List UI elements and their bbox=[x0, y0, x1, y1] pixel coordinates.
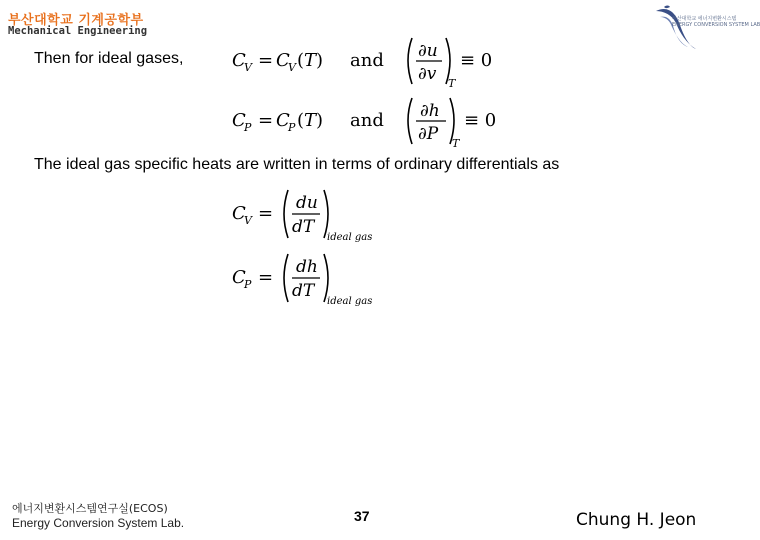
svg-text:dh: dh bbox=[296, 257, 318, 277]
svg-text:∂h: ∂h bbox=[420, 101, 440, 121]
svg-text:C: C bbox=[232, 203, 246, 224]
svg-text:∂P: ∂P bbox=[418, 124, 439, 144]
description-text: The ideal gas specific heats are written in terms of ordinary differentials as bbox=[34, 156, 560, 173]
svg-text:C: C bbox=[276, 50, 290, 71]
logo-text-line1: 부산대학교 에너지변환시스템 bbox=[672, 16, 737, 22]
author-name: Chung H. Jeon bbox=[576, 510, 697, 530]
svg-text:∂u: ∂u bbox=[418, 41, 438, 61]
svg-text:V: V bbox=[244, 214, 252, 227]
equation-cv-function bbox=[228, 34, 498, 90]
svg-text:=: = bbox=[258, 50, 274, 71]
svg-text:P: P bbox=[288, 121, 296, 134]
svg-text:T: T bbox=[304, 110, 317, 131]
svg-text:=: = bbox=[258, 203, 274, 224]
footer-lab-name-en: Energy Conversion System Lab. bbox=[12, 516, 185, 530]
svg-text:V: V bbox=[244, 61, 252, 74]
equation-cv-ideal-gas bbox=[228, 186, 388, 244]
svg-text:∂v: ∂v bbox=[418, 64, 437, 84]
intro-text: Then for ideal gases, bbox=[34, 50, 184, 67]
svg-text:dT: dT bbox=[292, 281, 315, 301]
svg-text:ideal gas: ideal gas bbox=[327, 232, 373, 243]
svg-text:and: and bbox=[350, 110, 384, 131]
svg-text:C: C bbox=[276, 110, 290, 131]
svg-text:dT: dT bbox=[292, 217, 315, 237]
department-name: Mechanical Engineering bbox=[8, 25, 148, 37]
equation-cp-ideal-gas bbox=[228, 250, 388, 308]
svg-text:=: = bbox=[258, 267, 274, 288]
svg-text:≡ 0: ≡ 0 bbox=[464, 110, 497, 131]
svg-text:C: C bbox=[232, 50, 246, 71]
svg-text:C: C bbox=[232, 110, 246, 131]
svg-text:≡ 0: ≡ 0 bbox=[460, 50, 493, 71]
svg-text:T: T bbox=[304, 50, 317, 71]
svg-text:): ) bbox=[316, 110, 324, 131]
svg-text:V: V bbox=[288, 61, 296, 74]
svg-text:(: ( bbox=[297, 50, 305, 71]
svg-text:T: T bbox=[452, 137, 460, 150]
svg-text:(: ( bbox=[297, 110, 305, 131]
university-name: 부산대학교 기계공학부 bbox=[8, 13, 144, 28]
svg-text:T: T bbox=[448, 77, 456, 90]
page-number: 37 bbox=[354, 508, 370, 524]
logo-text-line2: ENERGY CONVERSION SYSTEM LAB bbox=[672, 22, 760, 28]
svg-text:du: du bbox=[296, 193, 318, 213]
svg-text:P: P bbox=[244, 278, 252, 291]
footer-lab-name-ko: 에너지변환시스템연구실(ECOS) bbox=[12, 502, 168, 515]
svg-text:=: = bbox=[258, 110, 274, 131]
svg-text:and: and bbox=[350, 50, 384, 71]
svg-text:P: P bbox=[244, 121, 252, 134]
equation-cp-function bbox=[228, 94, 498, 150]
svg-text:C: C bbox=[232, 267, 246, 288]
svg-text:ideal gas: ideal gas bbox=[327, 296, 373, 307]
svg-text:): ) bbox=[316, 50, 324, 71]
